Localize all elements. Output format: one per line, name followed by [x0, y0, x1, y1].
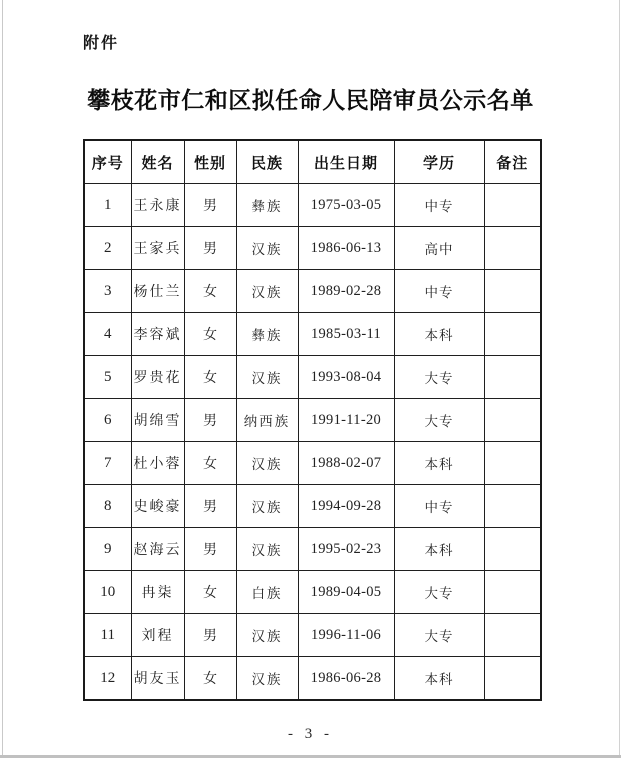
- table-cell: 本科: [394, 657, 484, 701]
- page-number: - 3 -: [288, 726, 333, 742]
- table-cell: 女: [184, 442, 236, 485]
- page-title: 攀枝花市仁和区拟任命人民陪审员公示名单: [87, 88, 534, 113]
- table-cell: 胡绵雪: [131, 399, 184, 442]
- table-row: [84, 356, 541, 399]
- table-cell: [484, 270, 541, 313]
- table-cell: 1975-03-05: [298, 184, 394, 227]
- table-cell: 1989-04-05: [298, 571, 394, 614]
- table-cell: 彝族: [236, 313, 298, 356]
- table-cell: 汉族: [236, 528, 298, 571]
- header-cell-birthdate: 出生日期: [298, 140, 394, 184]
- table-cell: 1996-11-06: [298, 614, 394, 657]
- table-cell: 李容斌: [131, 313, 184, 356]
- table-cell: 6: [84, 399, 131, 442]
- table-row: [84, 614, 541, 657]
- table-cell: 本科: [394, 442, 484, 485]
- table-cell: 男: [184, 485, 236, 528]
- table-cell: 5: [84, 356, 131, 399]
- table-row: [84, 657, 541, 701]
- table-cell: 8: [84, 485, 131, 528]
- table-cell: 本科: [394, 528, 484, 571]
- table-cell: 男: [184, 227, 236, 270]
- table-cell: 12: [84, 657, 131, 701]
- table-cell: 冉柒: [131, 571, 184, 614]
- table-cell: 1995-02-23: [298, 528, 394, 571]
- table-cell: 汉族: [236, 657, 298, 701]
- table-cell: [484, 313, 541, 356]
- table-cell: 本科: [394, 313, 484, 356]
- header-cell-name: 姓名: [131, 140, 184, 184]
- table-cell: 白族: [236, 571, 298, 614]
- table-cell: 男: [184, 184, 236, 227]
- table-cell: 彝族: [236, 184, 298, 227]
- table-cell: [484, 227, 541, 270]
- table-cell: 11: [84, 614, 131, 657]
- header-cell-education: 学历: [394, 140, 484, 184]
- table-row: [84, 270, 541, 313]
- table-cell: 汉族: [236, 270, 298, 313]
- table-cell: 大专: [394, 571, 484, 614]
- table-cell: 男: [184, 528, 236, 571]
- table-cell: 汉族: [236, 442, 298, 485]
- table-cell: [484, 571, 541, 614]
- table-cell: 女: [184, 571, 236, 614]
- table-cell: 1988-02-07: [298, 442, 394, 485]
- table-cell: 胡友玉: [131, 657, 184, 701]
- table-cell: 1991-11-20: [298, 399, 394, 442]
- jurors-table: [83, 139, 542, 701]
- table-cell: 1986-06-28: [298, 657, 394, 701]
- table-row: [84, 184, 541, 227]
- table-cell: 女: [184, 270, 236, 313]
- table-cell: [484, 184, 541, 227]
- table-row: [84, 313, 541, 356]
- table-cell: 汉族: [236, 485, 298, 528]
- table-cell: 王家兵: [131, 227, 184, 270]
- table-cell: 纳西族: [236, 399, 298, 442]
- table-cell: 1993-08-04: [298, 356, 394, 399]
- table-cell: 杜小蓉: [131, 442, 184, 485]
- table-cell: 女: [184, 356, 236, 399]
- table-cell: [484, 614, 541, 657]
- header-cell-remark: 备注: [484, 140, 541, 184]
- table-row: [84, 227, 541, 270]
- table-row: [84, 399, 541, 442]
- table-cell: 大专: [394, 614, 484, 657]
- table-cell: 男: [184, 399, 236, 442]
- table-cell: [484, 356, 541, 399]
- table-cell: 3: [84, 270, 131, 313]
- table-row: [84, 485, 541, 528]
- header-cell-gender: 性别: [184, 140, 236, 184]
- table-cell: 高中: [394, 227, 484, 270]
- table-cell: 10: [84, 571, 131, 614]
- table-cell: 1986-06-13: [298, 227, 394, 270]
- table-row: [84, 442, 541, 485]
- table-cell: 赵海云: [131, 528, 184, 571]
- table-cell: [484, 399, 541, 442]
- table-cell: 7: [84, 442, 131, 485]
- table-cell: 汉族: [236, 356, 298, 399]
- table-cell: 1: [84, 184, 131, 227]
- table-row: [84, 528, 541, 571]
- header-cell-index: 序号: [84, 140, 131, 184]
- table-cell: 大专: [394, 399, 484, 442]
- table-cell: 史峻豪: [131, 485, 184, 528]
- table-cell: 刘程: [131, 614, 184, 657]
- table-cell: 2: [84, 227, 131, 270]
- table-cell: 罗贵花: [131, 356, 184, 399]
- attachment-label: 附件: [83, 35, 120, 52]
- table-cell: 1994-09-28: [298, 485, 394, 528]
- table-cell: 大专: [394, 356, 484, 399]
- table-cell: [484, 657, 541, 701]
- table-cell: 1989-02-28: [298, 270, 394, 313]
- table-row: [84, 571, 541, 614]
- table-header-row: [84, 140, 541, 184]
- table-cell: 9: [84, 528, 131, 571]
- table-cell: 王永康: [131, 184, 184, 227]
- table-cell: 汉族: [236, 614, 298, 657]
- table-cell: 男: [184, 614, 236, 657]
- table-cell: 杨仕兰: [131, 270, 184, 313]
- table-cell: [484, 528, 541, 571]
- table-cell: 中专: [394, 184, 484, 227]
- table-cell: [484, 442, 541, 485]
- table-cell: 女: [184, 657, 236, 701]
- table-body: [84, 184, 541, 701]
- table-cell: 女: [184, 313, 236, 356]
- table-cell: 中专: [394, 485, 484, 528]
- table-cell: 1985-03-11: [298, 313, 394, 356]
- header-cell-ethnicity: 民族: [236, 140, 298, 184]
- table-cell: 中专: [394, 270, 484, 313]
- table-cell: 汉族: [236, 227, 298, 270]
- table-cell: 4: [84, 313, 131, 356]
- table-cell: [484, 485, 541, 528]
